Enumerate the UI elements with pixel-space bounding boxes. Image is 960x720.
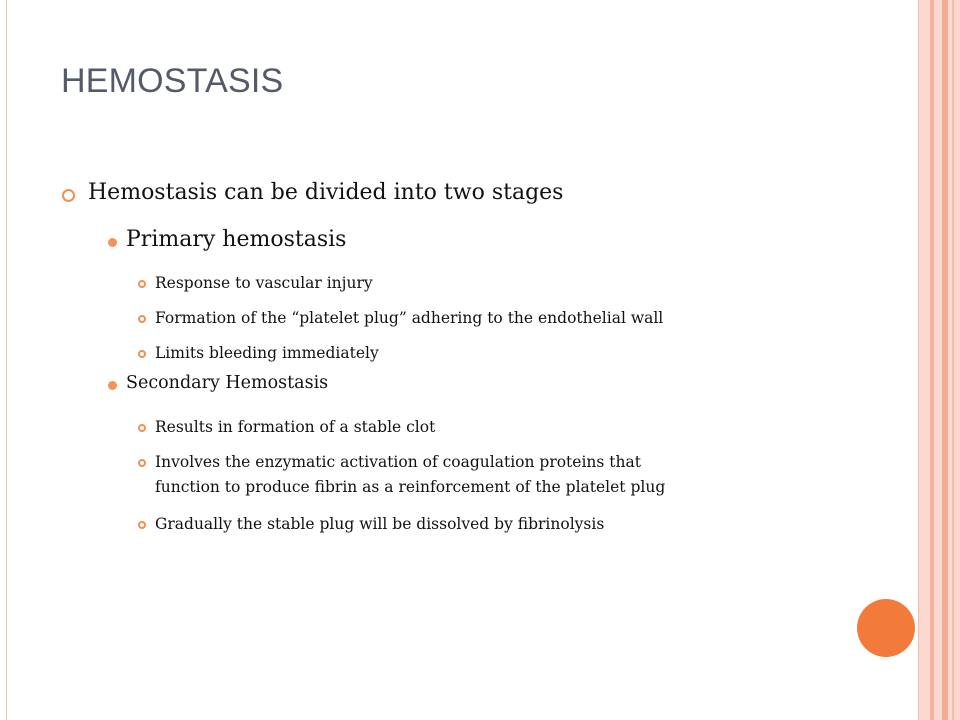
bullet-secondary-point: Involves the enzymatic activation of coagulation proteins that [155,453,641,471]
ring-bullet-icon [138,315,146,323]
dot-bullet-icon [108,238,117,247]
bullet-secondary-point: Results in formation of a stable clot [155,418,436,436]
bullet-secondary-hemostasis: Secondary Hemostasis [126,373,329,393]
ring-bullet-icon [138,350,146,358]
bullet-primary-point: Formation of the “platelet plug” adhering to the endothelial wall [155,309,664,327]
stripe [930,0,934,720]
dot-bullet-icon [108,381,117,390]
ring-bullet-icon [62,189,75,202]
bullet-primary-point: Limits bleeding immediately [155,344,379,362]
ring-bullet-icon [138,424,146,432]
right-decorative-stripes [918,0,960,720]
bullet-primary-hemostasis: Primary hemostasis [126,227,347,252]
ring-bullet-icon [138,459,146,467]
stripe [952,0,954,720]
bullet-secondary-point: Gradually the stable plug will be dissolved by fibrinolysis [155,515,605,533]
bullet-primary-point: Response to vascular injury [155,274,373,292]
ring-bullet-icon [138,280,146,288]
bullet-level1: Hemostasis can be divided into two stages [88,180,564,205]
stripe [942,0,948,720]
stripe [918,0,919,720]
bullet-secondary-point-continuation: function to produce fibrin as a reinforcement of the platelet plug [155,478,666,496]
slide-title: HEMOSTASIS [61,62,284,100]
ring-bullet-icon [138,521,146,529]
